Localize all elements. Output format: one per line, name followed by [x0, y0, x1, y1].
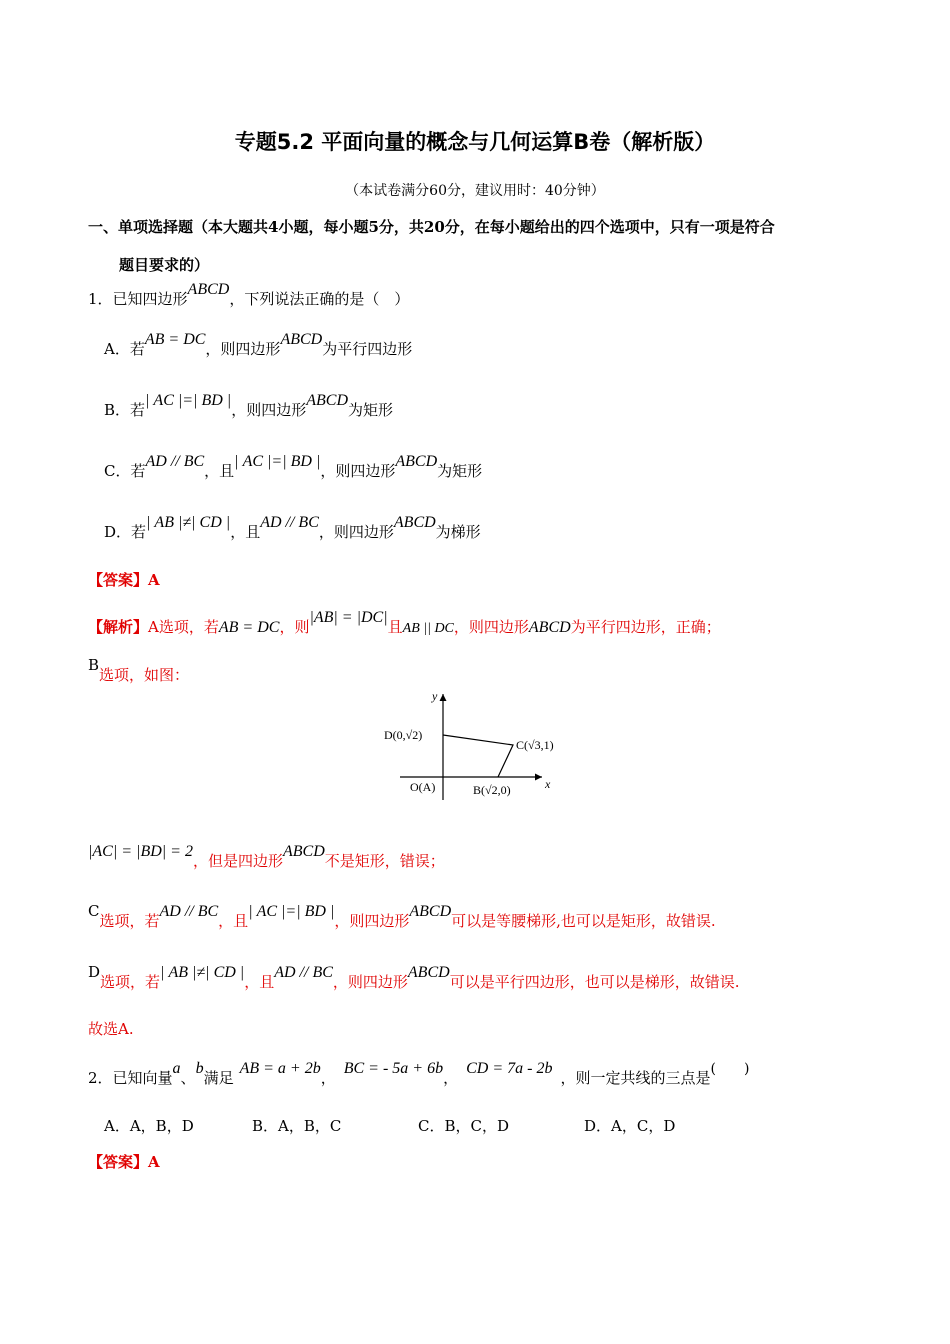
analysis-math: ABCD: [528, 619, 571, 636]
analysis-math: |AB| = |DC|: [309, 609, 388, 626]
option-math: | AB |≠| CD |: [146, 514, 231, 531]
option-label: D．若: [104, 523, 147, 541]
section-heading-cont: 题目要求的）: [119, 256, 210, 274]
analysis-letter: B: [88, 656, 100, 674]
option-math: ABCD: [280, 331, 323, 348]
option-text: ，则四边形: [320, 462, 396, 480]
option-text: 为平行四边形: [322, 340, 413, 358]
q1-analysis-d: [88, 963, 740, 992]
q1-stem: [88, 281, 410, 309]
q1-stem-text: 1．已知四边形: [88, 290, 188, 308]
q2-math: BC = - 5a + 6b: [343, 1060, 444, 1077]
analysis-text: 不是矩形，错误；: [324, 852, 445, 870]
option-text: ，则四边形: [231, 401, 307, 419]
q1-stem-math: ABCD: [187, 281, 230, 298]
analysis-text: 选项，若: [99, 912, 160, 930]
analysis-text: ，且: [218, 912, 249, 930]
option-label: B．若: [104, 401, 146, 419]
analysis-math: ABCD: [409, 903, 452, 920]
page-subtitle: （本试卷满分60分，建议用时：40分钟）: [345, 183, 605, 199]
q2-option-a: A．A，B，D: [104, 1117, 194, 1135]
option-text: ，且: [204, 462, 235, 480]
option-text: 为矩形: [348, 401, 394, 419]
q2-stem-text: ，: [320, 1069, 336, 1087]
analysis-math: AB || DC: [402, 621, 454, 636]
option-math: | AC |=| BD |: [234, 453, 321, 470]
quadrilateral-figure: [380, 688, 580, 808]
q1-option-c: [104, 453, 483, 481]
q1-analysis-a: [88, 609, 721, 637]
q1-answer: [88, 569, 160, 590]
analysis-text: ，则四边形: [334, 912, 410, 930]
q2-math: CD = 7a - 2b: [466, 1060, 553, 1077]
q2-answer: [88, 1151, 160, 1172]
analysis-text: ，但是四边形: [192, 852, 283, 870]
analysis-math: |AC| = |BD| = 2: [88, 843, 193, 860]
point-c-label: C(√3,1): [516, 738, 554, 752]
analysis-text: ，则四边形: [453, 618, 529, 636]
option-text: 为矩形: [437, 462, 483, 480]
q2-vector-a: a: [172, 1060, 181, 1077]
option-math: ABCD: [306, 392, 348, 409]
analysis-letter: C: [88, 902, 100, 920]
q2-vector-b: b: [195, 1060, 204, 1077]
q2-option-c: C．B，C，D: [418, 1117, 510, 1135]
q2-option-d: D．A，C，D: [584, 1117, 676, 1135]
option-math: AB = DC: [144, 331, 206, 348]
analysis-math: AD // BC: [274, 964, 333, 981]
q1-stem-tail: ，下列说法正确的是（ ）: [229, 290, 410, 308]
q2-stem-text: 2．已知向量: [88, 1069, 173, 1087]
q2-stem: [88, 1060, 750, 1088]
option-math: AD // BC: [260, 514, 319, 531]
q2-stem-text: 、: [180, 1069, 196, 1087]
y-axis-label: y: [432, 689, 438, 703]
q1-option-d: [104, 514, 481, 542]
analysis-letter: D: [88, 963, 101, 981]
x-axis-label: x: [545, 777, 551, 791]
option-text: ，则四边形: [205, 340, 281, 358]
page-title: 专题5.2 平面向量的概念与几何运算B卷（解析版）: [234, 130, 716, 154]
option-label: A．若: [104, 340, 145, 358]
q2-math: AB = a + 2b: [239, 1060, 321, 1077]
q2-stem-text: ，: [443, 1069, 459, 1087]
answer-tag: 【答案】: [88, 1153, 149, 1171]
q1-option-a: [104, 331, 413, 359]
analysis-math: | AC |=| BD |: [248, 903, 335, 920]
analysis-text: 可以是平行四边形，也可以是梯形，故错误.: [449, 973, 740, 991]
q2-stem-text: 满足: [203, 1069, 234, 1087]
analysis-text: 选项，如图：: [99, 666, 190, 684]
q1-option-b: [104, 392, 394, 420]
option-text: 为梯形: [435, 523, 481, 541]
analysis-math: ABCD: [282, 843, 325, 860]
analysis-text: 可以是等腰梯形,也可以是矩形，故错误.: [451, 912, 716, 930]
q1-analysis-b2: [88, 843, 445, 871]
answer-tag: 【答案】: [88, 571, 149, 589]
point-b-label: B(√2,0): [473, 783, 511, 797]
answer-value: A: [148, 1153, 160, 1171]
analysis-math: AB = DC: [218, 619, 280, 636]
option-math: | AC |=| BD |: [145, 392, 232, 409]
point-d-label: D(0,√2): [384, 728, 423, 742]
point-o-label: O(A): [410, 780, 436, 794]
q1-analysis-c: [88, 902, 716, 931]
option-math: ABCD: [395, 453, 438, 470]
analysis-text: 选项，若: [100, 973, 161, 991]
option-text: ，则四边形: [318, 523, 394, 541]
option-math: AD // BC: [145, 453, 205, 470]
q2-paren: ( ): [710, 1061, 750, 1077]
analysis-math: ABCD: [407, 964, 450, 981]
analysis-math: | AB |≠| CD |: [160, 964, 245, 981]
analysis-text: ，则四边形: [332, 973, 408, 991]
analysis-math: AD // BC: [159, 903, 219, 920]
q2-stem-text: ，则一定共线的三点是: [560, 1069, 711, 1087]
analysis-text: A选项，若: [148, 618, 219, 636]
analysis-text: 为平行四边形，正确；: [570, 618, 721, 636]
answer-value: A: [148, 571, 160, 589]
option-label: C．若: [104, 462, 146, 480]
analysis-text: ，且: [244, 973, 275, 991]
q1-conclusion: 故选A.: [88, 1020, 134, 1038]
option-math: ABCD: [393, 514, 436, 531]
section-heading: 一、单项选择题（本大题共4小题，每小题5分，共20分，在每小题给出的四个选项中，只有一项是符合: [88, 218, 775, 236]
q1-analysis-b: [88, 656, 190, 685]
analysis-tag: 【解析】: [88, 618, 149, 636]
option-text: ，且: [230, 523, 261, 541]
analysis-text: ，则: [279, 618, 310, 636]
q2-option-b: B．A，B，C: [252, 1117, 342, 1135]
analysis-text: 且: [387, 618, 403, 636]
quadrilateral-edges: [443, 735, 513, 777]
